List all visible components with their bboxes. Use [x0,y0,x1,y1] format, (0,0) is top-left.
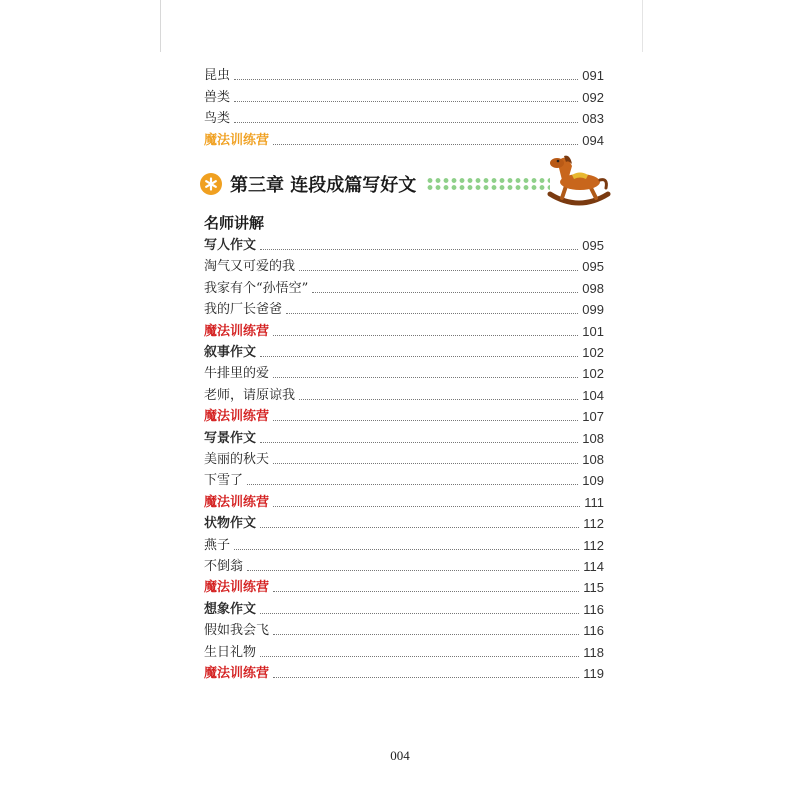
toc-leader-dots [273,419,578,421]
toc-entry-label: 我家有个“孙悟空” [204,280,309,296]
toc-entry-page: 119 [583,666,604,681]
toc-entry-page: 115 [583,580,604,596]
chapter-dots-decoration [426,177,550,191]
toc-leader-dots [234,121,578,123]
toc-entry-label: 不倒翁 [204,559,244,574]
toc-leader-dots [260,441,578,443]
toc-entry-label: 淘气又可爱的我 [204,259,296,275]
toc-entry [204,107,604,127]
toc-entry [204,384,604,404]
toc-entry-label: 想象作文 [204,601,257,617]
toc-entry-page: 094 [582,132,604,148]
toc-entry-label: 写人作文 [204,238,257,253]
toc-entry-label: 状物作文 [204,516,257,532]
toc-leader-dots [273,143,578,145]
toc-entry-label: 生日礼物 [204,644,257,660]
subheading: 名师讲解 [204,214,265,232]
toc-entry [204,469,604,489]
toc-entry [204,598,604,618]
toc-entry [204,129,604,149]
toc-entry [204,362,604,382]
toc-leader-dots [273,376,578,378]
toc-entry-label: 昆虫 [204,68,231,83]
toc-entry-page: 112 [583,537,604,553]
toc-entry-label: 叙事作文 [204,345,257,360]
toc-leader-dots [273,462,578,464]
toc-entry-page: 118 [583,644,604,660]
toc-entry-label: 燕子 [204,537,231,553]
toc-entry-label: 魔法训练营 [204,494,270,510]
toc-entry [204,64,604,84]
page-number: 004 [390,748,410,763]
toc-entry-page: 101 [582,323,604,339]
toc-entry-label: 我的厂长爸爸 [204,302,283,318]
toc-leader-dots [299,398,578,400]
toc-leader-dots [273,334,578,336]
toc-entry-page: 083 [582,111,604,126]
toc-entry [204,512,604,532]
toc-entry [204,491,604,511]
toc-leader-dots [299,269,578,271]
toc-entry-page: 108 [582,430,604,446]
toc-leader-dots [286,312,578,314]
toc-entry [204,534,604,554]
page-edge-line [160,0,161,52]
toc-entry-page: 099 [582,302,604,318]
toc-leader-dots [260,612,579,614]
toc-entry [204,234,604,254]
toc-entry-page: 095 [582,259,604,275]
toc-entry [204,641,604,661]
toc-leader-dots [260,248,578,250]
toc-entry [204,277,604,297]
chapter-title: 第三章 连段成篇写好文 [230,175,417,196]
toc-entry [204,555,604,575]
toc-entry-page: 111 [584,494,604,510]
toc-entry-page: 102 [582,366,604,382]
toc-entry-label: 写景作文 [204,430,257,446]
toc-entry [204,662,604,682]
toc-leader-dots [273,633,579,635]
toc-entry-label: 魔法训练营 [204,409,270,425]
toc-entry-page: 114 [583,559,604,574]
toc-entry [204,320,604,340]
toc-entry-label: 老师，请原谅我 [204,387,296,403]
toc-entry-page: 098 [582,280,604,296]
toc-leader-dots [273,505,580,507]
toc-entry-label: 牛排里的爱 [204,366,270,382]
toc-entry-label: 魔法训练营 [204,580,270,596]
toc-leader-dots [260,526,579,528]
toc-entry-page: 091 [582,68,604,83]
toc-leader-dots [234,100,578,102]
toc-entry-label: 魔法训练营 [204,666,270,681]
toc-leader-dots [234,548,579,550]
toc-entry [204,427,604,447]
toc-entry [204,86,604,106]
toc-entry-page: 112 [583,516,604,532]
toc-entry-label: 鸟类 [204,111,231,126]
toc-entry-label: 假如我会飞 [204,623,270,639]
toc-entry-label: 下雪了 [204,473,244,489]
toc-entry [204,341,604,361]
toc-entry-label: 魔法训练营 [204,132,270,148]
toc-entry-label: 兽类 [204,89,231,105]
toc-leader-dots [312,291,578,293]
rocking-horse-icon [546,150,612,212]
toc-entry [204,448,604,468]
toc-leader-dots [260,655,579,657]
toc-entry-page: 095 [582,238,604,253]
toc-entry [204,298,604,318]
toc-leader-dots [260,355,578,357]
toc-leader-dots [234,78,578,80]
toc-entry [204,619,604,639]
toc-leader-dots [273,676,579,678]
toc-leader-dots [247,483,578,485]
toc-entry-page: 109 [582,473,604,489]
toc-entry [204,255,604,275]
toc-entry-page: 108 [582,452,604,467]
toc-entry-label: 魔法训练营 [204,323,270,339]
page-edge-line [642,0,643,52]
toc-entry-page: 116 [583,601,604,617]
toc-entry-page: 107 [582,409,604,425]
toc-entry [204,405,604,425]
toc-entry-label: 美丽的秋天 [204,452,270,467]
toc-leader-dots [273,590,579,592]
toc-entry-page: 102 [582,345,604,360]
asterisk-icon [200,173,222,195]
toc-entry [204,576,604,596]
toc-entry-page: 104 [582,387,604,403]
toc-leader-dots [247,569,579,571]
toc-entry-page: 092 [582,89,604,105]
toc-entry-page: 116 [583,623,604,639]
